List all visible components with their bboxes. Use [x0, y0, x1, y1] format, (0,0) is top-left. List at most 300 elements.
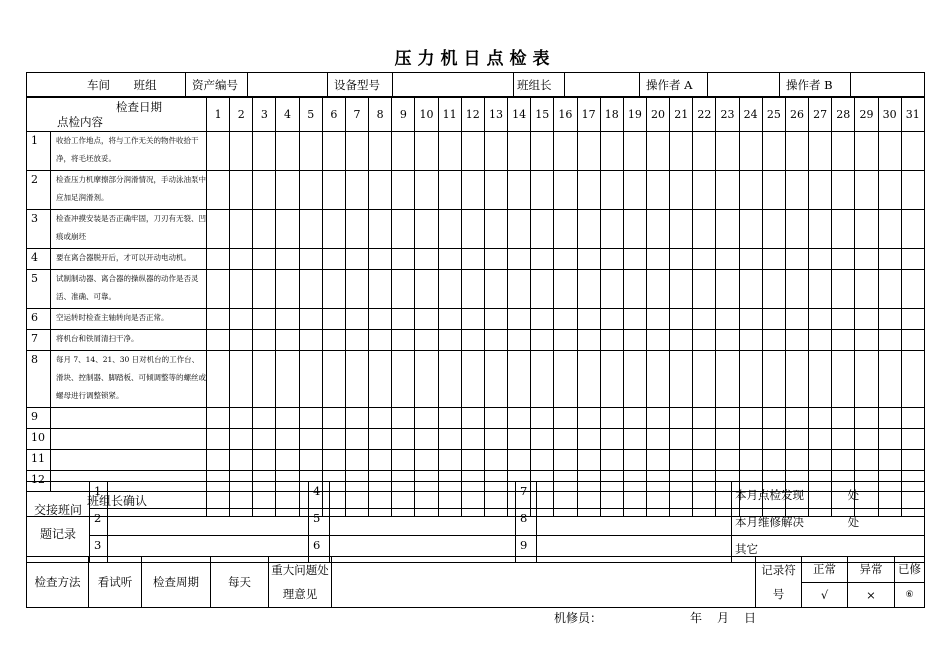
check-cell[interactable]: [531, 330, 554, 351]
check-cell[interactable]: [207, 249, 230, 270]
check-cell[interactable]: [230, 270, 253, 309]
check-cell[interactable]: [623, 330, 646, 351]
check-cell[interactable]: [739, 429, 762, 450]
check-cell[interactable]: [878, 270, 901, 309]
check-cell[interactable]: [762, 429, 785, 450]
check-cell[interactable]: [484, 210, 507, 249]
check-cell[interactable]: [230, 132, 253, 171]
check-cell[interactable]: [484, 309, 507, 330]
check-cell[interactable]: [762, 171, 785, 210]
check-cell[interactable]: [855, 429, 878, 450]
check-cell[interactable]: [253, 309, 276, 330]
check-cell[interactable]: [531, 309, 554, 330]
check-cell[interactable]: [785, 171, 808, 210]
check-cell[interactable]: [461, 351, 484, 408]
check-cell[interactable]: [392, 210, 415, 249]
check-cell[interactable]: [207, 351, 230, 408]
check-cell[interactable]: [438, 351, 461, 408]
check-cell[interactable]: [345, 351, 368, 408]
check-cell[interactable]: [345, 450, 368, 471]
issue-field[interactable]: [332, 557, 756, 608]
asset-no-field[interactable]: [248, 73, 328, 98]
check-cell[interactable]: [901, 408, 924, 429]
check-cell[interactable]: [322, 249, 345, 270]
check-cell[interactable]: [762, 330, 785, 351]
check-cell[interactable]: [438, 450, 461, 471]
check-cell[interactable]: [577, 450, 600, 471]
check-cell[interactable]: [207, 330, 230, 351]
check-cell[interactable]: [739, 351, 762, 408]
check-cell[interactable]: [646, 408, 669, 429]
check-cell[interactable]: [415, 450, 438, 471]
check-cell[interactable]: [693, 249, 716, 270]
check-cell[interactable]: [600, 270, 623, 309]
check-cell[interactable]: [577, 351, 600, 408]
check-cell[interactable]: [438, 408, 461, 429]
check-cell[interactable]: [253, 429, 276, 450]
check-cell[interactable]: [484, 429, 507, 450]
check-cell[interactable]: [600, 171, 623, 210]
check-cell[interactable]: [276, 330, 299, 351]
check-cell[interactable]: [762, 450, 785, 471]
check-cell[interactable]: [299, 210, 322, 249]
check-cell[interactable]: [508, 132, 531, 171]
check-cell[interactable]: [369, 132, 392, 171]
check-cell[interactable]: [508, 171, 531, 210]
check-cell[interactable]: [438, 249, 461, 270]
check-cell[interactable]: [855, 171, 878, 210]
check-cell[interactable]: [809, 429, 832, 450]
check-cell[interactable]: [322, 171, 345, 210]
check-cell[interactable]: [345, 408, 368, 429]
check-cell[interactable]: [415, 132, 438, 171]
check-cell[interactable]: [785, 429, 808, 450]
check-cell[interactable]: [554, 249, 577, 270]
check-cell[interactable]: [901, 270, 924, 309]
check-cell[interactable]: [438, 132, 461, 171]
check-cell[interactable]: [531, 171, 554, 210]
check-cell[interactable]: [670, 429, 693, 450]
check-cell[interactable]: [461, 429, 484, 450]
check-cell[interactable]: [369, 408, 392, 429]
handover-field[interactable]: [537, 482, 732, 509]
check-cell[interactable]: [253, 270, 276, 309]
check-cell[interactable]: [878, 249, 901, 270]
check-cell[interactable]: [322, 429, 345, 450]
check-cell[interactable]: [207, 450, 230, 471]
check-cell[interactable]: [855, 270, 878, 309]
check-cell[interactable]: [809, 351, 832, 408]
check-cell[interactable]: [276, 171, 299, 210]
check-cell[interactable]: [832, 249, 855, 270]
check-cell[interactable]: [554, 408, 577, 429]
check-cell[interactable]: [322, 351, 345, 408]
check-cell[interactable]: [670, 351, 693, 408]
check-cell[interactable]: [345, 270, 368, 309]
check-cell[interactable]: [531, 210, 554, 249]
check-cell[interactable]: [646, 450, 669, 471]
check-cell[interactable]: [554, 330, 577, 351]
check-cell[interactable]: [809, 132, 832, 171]
check-cell[interactable]: [878, 330, 901, 351]
check-cell[interactable]: [438, 330, 461, 351]
check-cell[interactable]: [670, 330, 693, 351]
check-cell[interactable]: [345, 309, 368, 330]
check-cell[interactable]: [392, 249, 415, 270]
check-cell[interactable]: [299, 408, 322, 429]
check-cell[interactable]: [716, 450, 739, 471]
check-cell[interactable]: [392, 450, 415, 471]
check-cell[interactable]: [623, 171, 646, 210]
check-cell[interactable]: [855, 249, 878, 270]
check-cell[interactable]: [484, 408, 507, 429]
operator-a-field[interactable]: [708, 73, 780, 98]
check-cell[interactable]: [207, 171, 230, 210]
check-cell[interactable]: [762, 132, 785, 171]
check-cell[interactable]: [762, 270, 785, 309]
check-cell[interactable]: [600, 450, 623, 471]
check-cell[interactable]: [322, 270, 345, 309]
check-cell[interactable]: [508, 330, 531, 351]
check-cell[interactable]: [484, 249, 507, 270]
check-cell[interactable]: [809, 249, 832, 270]
check-cell[interactable]: [878, 171, 901, 210]
check-cell[interactable]: [345, 171, 368, 210]
check-cell[interactable]: [901, 351, 924, 408]
check-cell[interactable]: [461, 270, 484, 309]
month-repaired-cell[interactable]: [732, 509, 925, 536]
check-cell[interactable]: [762, 309, 785, 330]
check-cell[interactable]: [253, 351, 276, 408]
check-cell[interactable]: [878, 351, 901, 408]
check-cell[interactable]: [299, 429, 322, 450]
check-cell[interactable]: [901, 249, 924, 270]
check-cell[interactable]: [461, 210, 484, 249]
check-cell[interactable]: [901, 450, 924, 471]
check-cell[interactable]: [832, 171, 855, 210]
check-cell[interactable]: [230, 309, 253, 330]
check-cell[interactable]: [577, 408, 600, 429]
check-cell[interactable]: [484, 132, 507, 171]
check-cell[interactable]: [693, 450, 716, 471]
check-cell[interactable]: [716, 171, 739, 210]
check-cell[interactable]: [253, 249, 276, 270]
check-cell[interactable]: [809, 171, 832, 210]
check-cell[interactable]: [415, 210, 438, 249]
check-cell[interactable]: [855, 210, 878, 249]
check-cell[interactable]: [716, 351, 739, 408]
check-cell[interactable]: [345, 210, 368, 249]
check-cell[interactable]: [345, 132, 368, 171]
check-cell[interactable]: [901, 132, 924, 171]
check-cell[interactable]: [369, 309, 392, 330]
check-cell[interactable]: [415, 408, 438, 429]
check-cell[interactable]: [716, 249, 739, 270]
check-cell[interactable]: [762, 351, 785, 408]
check-cell[interactable]: [554, 309, 577, 330]
check-cell[interactable]: [693, 408, 716, 429]
check-cell[interactable]: [716, 429, 739, 450]
check-cell[interactable]: [878, 429, 901, 450]
model-field[interactable]: [393, 73, 514, 98]
check-cell[interactable]: [276, 132, 299, 171]
check-cell[interactable]: [554, 429, 577, 450]
check-cell[interactable]: [438, 429, 461, 450]
check-cell[interactable]: [508, 270, 531, 309]
check-cell[interactable]: [299, 309, 322, 330]
check-cell[interactable]: [345, 249, 368, 270]
check-cell[interactable]: [508, 429, 531, 450]
check-cell[interactable]: [762, 249, 785, 270]
check-cell[interactable]: [809, 270, 832, 309]
check-cell[interactable]: [716, 132, 739, 171]
check-cell[interactable]: [901, 330, 924, 351]
check-cell[interactable]: [554, 270, 577, 309]
check-cell[interactable]: [369, 270, 392, 309]
check-cell[interactable]: [322, 330, 345, 351]
check-cell[interactable]: [415, 270, 438, 309]
check-cell[interactable]: [253, 408, 276, 429]
check-cell[interactable]: [739, 450, 762, 471]
check-cell[interactable]: [322, 408, 345, 429]
check-cell[interactable]: [461, 309, 484, 330]
check-cell[interactable]: [438, 270, 461, 309]
check-cell[interactable]: [693, 132, 716, 171]
check-cell[interactable]: [276, 270, 299, 309]
check-cell[interactable]: [207, 309, 230, 330]
check-cell[interactable]: [670, 132, 693, 171]
check-cell[interactable]: [623, 270, 646, 309]
check-cell[interactable]: [230, 249, 253, 270]
check-cell[interactable]: [322, 309, 345, 330]
check-cell[interactable]: [577, 429, 600, 450]
check-cell[interactable]: [276, 429, 299, 450]
check-cell[interactable]: [253, 132, 276, 171]
check-cell[interactable]: [577, 171, 600, 210]
check-cell[interactable]: [253, 330, 276, 351]
check-cell[interactable]: [832, 450, 855, 471]
check-cell[interactable]: [716, 330, 739, 351]
check-cell[interactable]: [484, 171, 507, 210]
check-cell[interactable]: [415, 330, 438, 351]
check-cell[interactable]: [855, 330, 878, 351]
check-cell[interactable]: [832, 270, 855, 309]
check-cell[interactable]: [600, 408, 623, 429]
check-cell[interactable]: [230, 408, 253, 429]
check-cell[interactable]: [276, 210, 299, 249]
check-cell[interactable]: [623, 450, 646, 471]
check-cell[interactable]: [878, 450, 901, 471]
check-cell[interactable]: [600, 429, 623, 450]
check-cell[interactable]: [716, 408, 739, 429]
check-cell[interactable]: [600, 330, 623, 351]
check-cell[interactable]: [670, 249, 693, 270]
check-cell[interactable]: [623, 249, 646, 270]
check-cell[interactable]: [832, 132, 855, 171]
check-cell[interactable]: [531, 450, 554, 471]
check-cell[interactable]: [508, 351, 531, 408]
check-cell[interactable]: [670, 210, 693, 249]
check-cell[interactable]: [299, 351, 322, 408]
check-cell[interactable]: [646, 270, 669, 309]
check-cell[interactable]: [276, 351, 299, 408]
check-cell[interactable]: [207, 210, 230, 249]
check-cell[interactable]: [392, 171, 415, 210]
check-cell[interactable]: [739, 171, 762, 210]
check-cell[interactable]: [646, 171, 669, 210]
check-cell[interactable]: [276, 408, 299, 429]
check-cell[interactable]: [369, 210, 392, 249]
check-cell[interactable]: [716, 210, 739, 249]
check-cell[interactable]: [855, 132, 878, 171]
check-cell[interactable]: [693, 330, 716, 351]
check-cell[interactable]: [577, 270, 600, 309]
check-cell[interactable]: [369, 171, 392, 210]
check-cell[interactable]: [299, 171, 322, 210]
check-cell[interactable]: [739, 330, 762, 351]
check-cell[interactable]: [832, 429, 855, 450]
check-cell[interactable]: [739, 408, 762, 429]
check-cell[interactable]: [554, 171, 577, 210]
check-cell[interactable]: [369, 249, 392, 270]
check-cell[interactable]: [415, 429, 438, 450]
check-cell[interactable]: [623, 210, 646, 249]
check-cell[interactable]: [623, 132, 646, 171]
check-cell[interactable]: [785, 270, 808, 309]
check-cell[interactable]: [716, 270, 739, 309]
check-cell[interactable]: [739, 249, 762, 270]
check-cell[interactable]: [739, 270, 762, 309]
check-cell[interactable]: [646, 309, 669, 330]
check-cell[interactable]: [623, 429, 646, 450]
check-cell[interactable]: [832, 309, 855, 330]
check-cell[interactable]: [299, 132, 322, 171]
check-cell[interactable]: [508, 210, 531, 249]
check-cell[interactable]: [577, 330, 600, 351]
check-cell[interactable]: [623, 309, 646, 330]
check-cell[interactable]: [207, 408, 230, 429]
check-cell[interactable]: [508, 408, 531, 429]
check-cell[interactable]: [878, 309, 901, 330]
check-cell[interactable]: [832, 210, 855, 249]
check-cell[interactable]: [577, 132, 600, 171]
check-cell[interactable]: [230, 450, 253, 471]
handover-field[interactable]: [330, 509, 516, 536]
check-cell[interactable]: [762, 210, 785, 249]
check-cell[interactable]: [207, 270, 230, 309]
check-cell[interactable]: [646, 429, 669, 450]
check-cell[interactable]: [693, 270, 716, 309]
check-cell[interactable]: [461, 171, 484, 210]
check-cell[interactable]: [577, 210, 600, 249]
check-cell[interactable]: [438, 171, 461, 210]
check-cell[interactable]: [415, 249, 438, 270]
check-cell[interactable]: [693, 429, 716, 450]
check-cell[interactable]: [253, 171, 276, 210]
check-cell[interactable]: [855, 408, 878, 429]
check-cell[interactable]: [646, 330, 669, 351]
check-cell[interactable]: [623, 408, 646, 429]
check-cell[interactable]: [646, 351, 669, 408]
check-cell[interactable]: [785, 309, 808, 330]
check-cell[interactable]: [600, 249, 623, 270]
check-cell[interactable]: [299, 450, 322, 471]
check-cell[interactable]: [855, 309, 878, 330]
month-found-cell[interactable]: [732, 482, 925, 509]
check-cell[interactable]: [600, 132, 623, 171]
check-cell[interactable]: [392, 330, 415, 351]
check-cell[interactable]: [438, 210, 461, 249]
check-cell[interactable]: [646, 210, 669, 249]
check-cell[interactable]: [392, 132, 415, 171]
check-cell[interactable]: [670, 171, 693, 210]
check-cell[interactable]: [461, 408, 484, 429]
check-cell[interactable]: [577, 249, 600, 270]
check-cell[interactable]: [785, 408, 808, 429]
check-cell[interactable]: [878, 408, 901, 429]
check-cell[interactable]: [739, 309, 762, 330]
check-cell[interactable]: [392, 270, 415, 309]
check-cell[interactable]: [693, 351, 716, 408]
check-cell[interactable]: [901, 309, 924, 330]
check-cell[interactable]: [230, 330, 253, 351]
check-cell[interactable]: [415, 309, 438, 330]
team-leader-field[interactable]: [565, 73, 640, 98]
check-cell[interactable]: [322, 210, 345, 249]
check-cell[interactable]: [461, 132, 484, 171]
check-cell[interactable]: [554, 132, 577, 171]
check-cell[interactable]: [809, 408, 832, 429]
handover-field[interactable]: [537, 509, 732, 536]
check-cell[interactable]: [531, 351, 554, 408]
check-cell[interactable]: [531, 408, 554, 429]
check-cell[interactable]: [878, 132, 901, 171]
check-cell[interactable]: [623, 351, 646, 408]
check-cell[interactable]: [484, 270, 507, 309]
check-cell[interactable]: [901, 171, 924, 210]
check-cell[interactable]: [554, 351, 577, 408]
check-cell[interactable]: [785, 132, 808, 171]
check-cell[interactable]: [670, 408, 693, 429]
check-cell[interactable]: [369, 429, 392, 450]
check-cell[interactable]: [855, 450, 878, 471]
check-cell[interactable]: [230, 351, 253, 408]
check-cell[interactable]: [646, 132, 669, 171]
check-cell[interactable]: [600, 309, 623, 330]
check-cell[interactable]: [461, 249, 484, 270]
check-cell[interactable]: [369, 450, 392, 471]
check-cell[interactable]: [878, 210, 901, 249]
check-cell[interactable]: [392, 429, 415, 450]
check-cell[interactable]: [415, 171, 438, 210]
check-cell[interactable]: [369, 351, 392, 408]
check-cell[interactable]: [693, 309, 716, 330]
check-cell[interactable]: [322, 450, 345, 471]
check-cell[interactable]: [230, 171, 253, 210]
check-cell[interactable]: [230, 429, 253, 450]
check-cell[interactable]: [369, 330, 392, 351]
check-cell[interactable]: [276, 309, 299, 330]
check-cell[interactable]: [670, 450, 693, 471]
check-cell[interactable]: [484, 351, 507, 408]
check-cell[interactable]: [832, 330, 855, 351]
check-cell[interactable]: [554, 210, 577, 249]
check-cell[interactable]: [531, 429, 554, 450]
check-cell[interactable]: [438, 309, 461, 330]
check-cell[interactable]: [762, 408, 785, 429]
check-cell[interactable]: [809, 210, 832, 249]
check-cell[interactable]: [670, 270, 693, 309]
